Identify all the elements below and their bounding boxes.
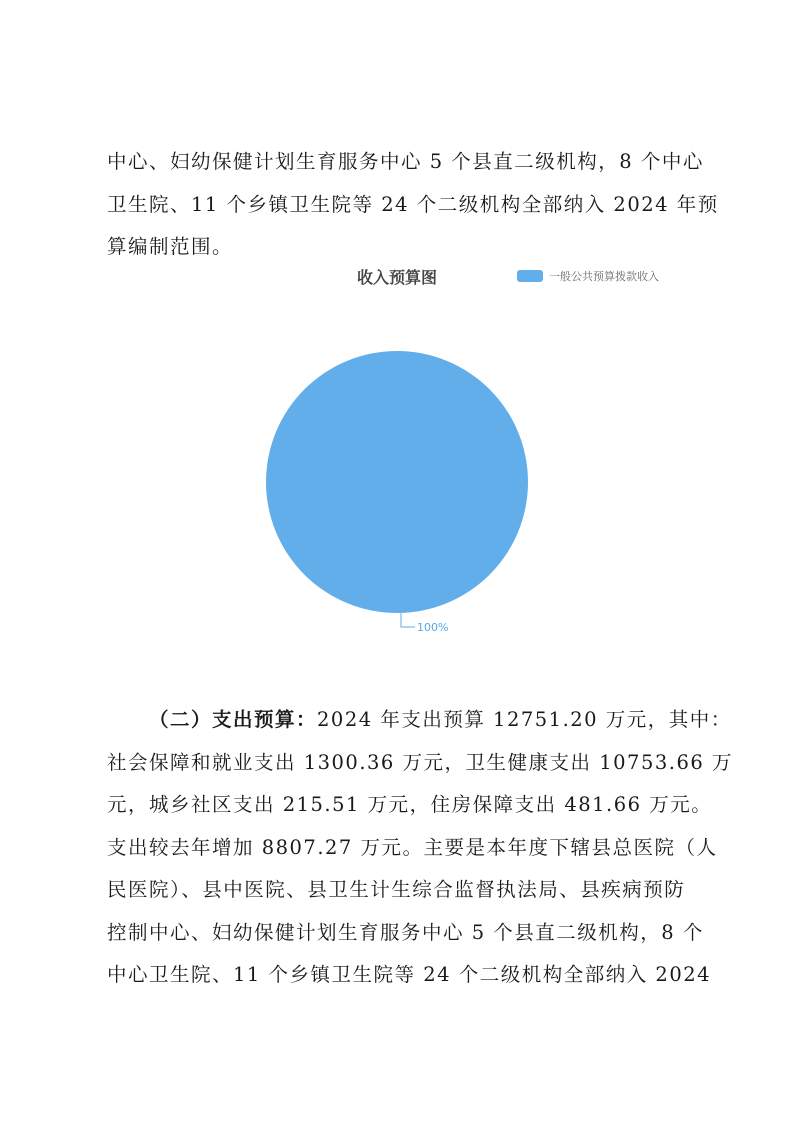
pie-slices [266,351,528,613]
text-line [107,699,732,742]
legend-swatch[interactable] [517,270,543,282]
text-line: 卫生院、11 个乡镇卫生院等 24 个二级机构全部纳入 2024 年预 [107,192,719,216]
section-heading: （二）支出预算： [149,708,318,731]
legend-label[interactable]: 一般公共预算拨款收入 [549,270,659,283]
pie-chart-svg [0,255,793,655]
text-line: 民医院）、县中医院、县卫生计生综合监督执法局、县疾病预防 [107,878,686,901]
text-line: 算编制范围。 [107,235,234,258]
text-line: 控制中心、妇幼保健计划生育服务中心 5 个县直二级机构，8 个 [107,920,704,944]
text-span: 2024 年支出预算 12751.20 万元，其中： [317,708,732,731]
text-line: 支出较去年增加 8807.27 万元。主要是本年度下辖县总医院（人 [107,835,718,859]
slice-label: 100% [417,621,449,634]
paragraph-expenditure [107,699,733,997]
text-line: 元，城乡社区支出 215.51 万元，住房保障支出 481.66 万元。 [107,793,713,816]
text-line: 中心、妇幼保健计划生育服务中心 5 个县直二级机构，8 个中心 [107,150,704,173]
paragraph-top [107,141,719,269]
income-budget-pie-chart [0,255,793,655]
text-line: 中心卫生院、11 个乡镇卫生院等 24 个二级机构全部纳入 2024 [107,963,712,986]
text-line: 社会保障和就业支出 1300.36 万元，卫生健康支出 10753.66 万 [107,750,733,774]
slice-label-leader-line [401,613,415,627]
chart-title: 收入预算图 [356,268,438,287]
pie-slice-0[interactable] [266,351,528,613]
